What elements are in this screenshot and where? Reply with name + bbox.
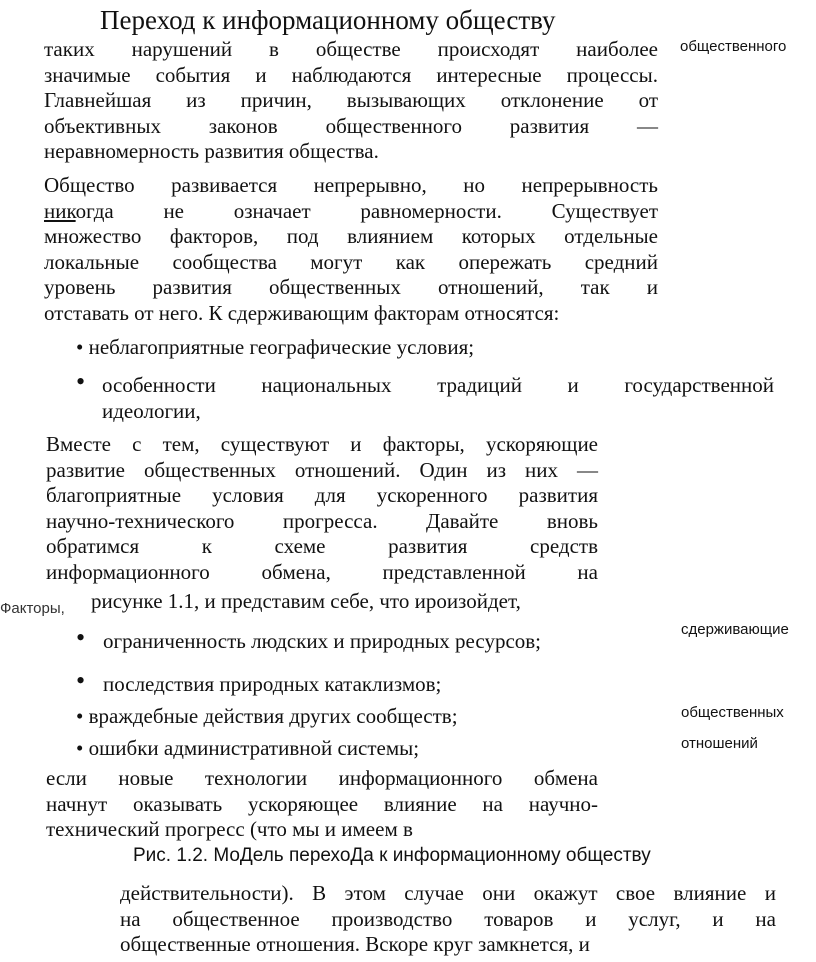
paragraph-4 [46,766,598,843]
bullet-icon: • [76,666,86,695]
text-line: развитие общественных отношений. Один из них — [46,457,598,482]
figure-caption: Рис. 1.2. МоДель перехоДа к информационному обществу [133,845,651,866]
side-label-public: общественного [680,38,787,55]
text-line: множество факторов, под влиянием которых отдельные [44,224,658,248]
text-line: на общественное производство товаров и услуг, и на [120,906,776,931]
bullet-item [76,623,542,655]
text-line: особенности национальных традиций и государственной [102,373,774,397]
text-line: Общество развивается непрерывно, но непрерывность [44,173,658,197]
text-line: уровень развития общественных отношений, так и [44,275,658,299]
text-line: значимые события и наблюдаются интересные процессы. [44,62,658,87]
text-line: объективных законов общественного развития — [44,113,658,138]
text-line: общественные отношения. Вскоре круг замкнется, и [120,932,590,956]
bullet-item [76,367,774,424]
text-line: если новые технологии информационного обмена [46,766,598,790]
bullet-text: ограниченность людских и природных ресурсов; [103,629,542,653]
side-label-factors: Факторы, [0,600,65,617]
bullet-text: последствия природных катаклизмов; [103,672,442,696]
bullet-item [76,666,442,698]
text-line: действительности). В этом случае они окажут свое влияние и [120,881,776,905]
bullet-icon: • [76,367,86,396]
bullet-item: • враждебные действия других сообществ; [76,704,458,728]
text-line: обратимся к схеме развития средств [46,534,598,558]
text-line: технический прогресс (что мы и имеем в [46,817,413,841]
bullet-icon: • [76,623,86,652]
text-line: рисунке 1.1, и представим себе, что ироизойдет, [91,589,521,613]
side-label-public-plural: общественных [681,704,784,721]
paragraph-5 [120,881,776,958]
text-line: информационного обмена, представленной на [46,559,598,584]
text-fragment: огда не означает равномерности. Существует [75,198,658,223]
text-line: начнут оказывать ускоряющее влияние на научно- [46,791,598,816]
text-line [44,199,658,225]
bullet-item: • неблагоприятные географические условия; [76,335,475,359]
text-line: таких нарушений в обществе происходят наиболее [44,37,658,61]
text-line: неравномерность развития общества. [44,139,379,163]
text-line: научно-технического прогресса. Давайте вновь [46,508,598,533]
text-line: Главнейшая из причин, вызывающих отклонение от [44,88,658,112]
bullet-item: • ошибки административной системы; [76,736,420,760]
side-label-relations: отношений [681,735,758,752]
side-label-restraining: сдерживающие [681,621,789,638]
text-line: отставать от него. К сдерживающим факторам относятся: [44,300,560,325]
text-line: идеологии, [102,398,201,423]
paragraph-3 [46,432,598,585]
text-line: локальные сообщества могут как опережать средний [44,249,658,274]
page-title: Переход к информационному обществу [100,5,556,35]
paragraph-2 [44,173,658,326]
underlined-fragment: ник [44,198,76,223]
text-line: благоприятные условия для ускоренного развития [46,483,598,507]
paragraph-1 [44,37,658,165]
text-line: Вместе с тем, существуют и факторы, ускоряющие [46,432,598,456]
